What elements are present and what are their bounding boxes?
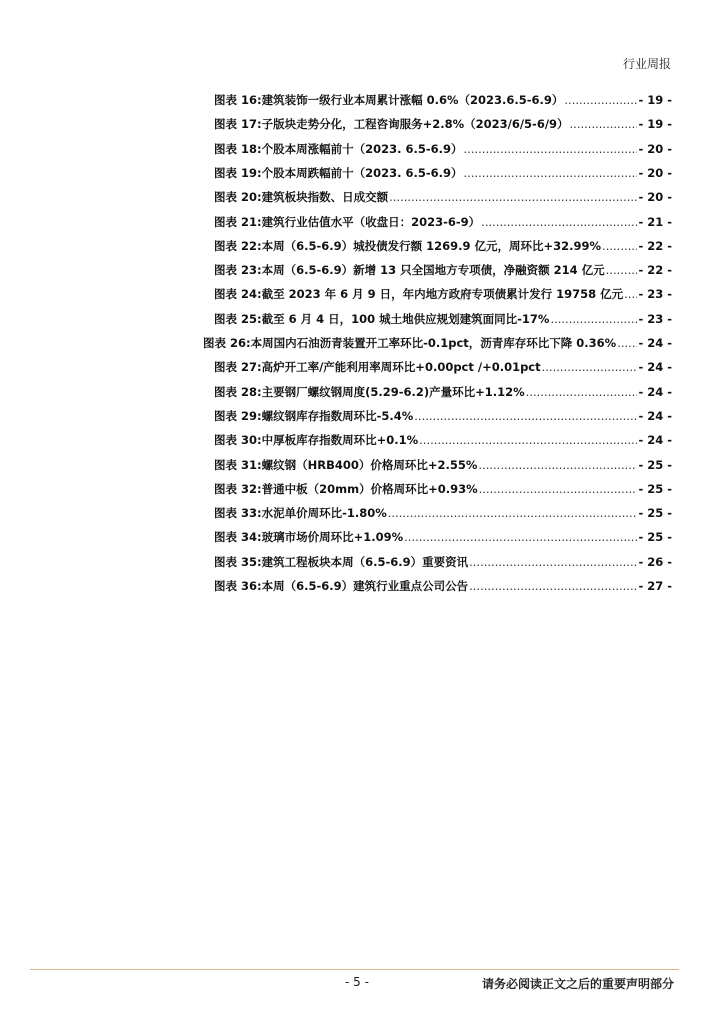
toc-entry-label: 图表 17: [214,117,262,132]
toc-entry-label: 图表 23: [214,263,262,278]
toc-entry-label: 图表 35: [214,554,262,569]
toc-entry-label: 图表 32: [214,481,262,496]
report-type-label: 行业周报 [622,57,671,71]
toc-leader-dots [479,482,638,496]
toc-entry-title: 水泥单价周环比-1.80% [261,506,387,521]
toc-entry-page: - 24 - [638,336,672,350]
toc-entry-label: 图表 22: [214,238,262,253]
toc-leader-dots [481,215,637,229]
toc-leader-dots [606,263,638,277]
toc-entry-label: 图表 24: [214,287,262,302]
toc-entry-title: 螺纹钢（HRB400）价格周环比+2.55% [261,457,478,472]
toc-entry[interactable] [214,432,672,448]
footer-divider [30,969,679,970]
toc-entry-title: 玻璃市场价周环比+1.09% [261,530,404,545]
toc-entry[interactable] [214,578,672,594]
toc-leader-dots [389,190,637,204]
toc-entry-page: - 24 - [638,433,672,448]
toc-entry-title: 建筑行业估值水平（收盘日：2023-6-9） [261,214,481,229]
toc-entry-label: 图表 16: [214,93,262,107]
toc-entry-label: 图表 18: [214,141,262,156]
toc-entry[interactable] [214,457,672,473]
toc-entry-title: 本周国内石油沥青装置开工率环比-0.1pct，沥青库存环比下降 0.36% [250,336,617,350]
toc-entry-title: 本周（6.5-6.9）建筑行业重点公司公告 [261,579,469,593]
toc-entry-label: 图表 30: [214,433,262,448]
toc-entry[interactable] [214,141,672,157]
toc-entry-label: 图表 21: [214,214,262,229]
toc-entry[interactable] [214,92,672,108]
toc-entry-title: 个股本周涨幅前十（2023. 6.5-6.9） [261,141,463,156]
toc-entry-page: - 19 - [638,93,672,107]
toc-entry-title: 截至 6 月 4 日，100 城土地供应规划建筑面同比-17% [261,311,550,326]
toc-entry-title: 螺纹钢库存指数周环比-5.4% [261,408,414,423]
toc-entry-title: 子版块走势分化，工程咨询服务+2.8%（2023/6/5-6/9） [261,117,569,132]
toc-entry-label: 图表 25: [214,311,262,326]
toc-entry[interactable] [214,505,672,521]
toc-entry-label: 图表 36: [214,579,262,593]
toc-entry-page: - 21 - [638,214,672,229]
toc-entry[interactable] [214,529,672,545]
toc-entry-label: 图表 29: [214,408,262,423]
toc-entry[interactable] [214,359,672,375]
toc-leader-dots [624,287,637,301]
toc-entry[interactable] [214,116,672,132]
toc-entry[interactable] [203,335,672,351]
toc-entry-title: 建筑板块指数、日成交额 [261,190,389,205]
toc-entry-page: - 20 - [638,165,672,180]
toc-entry-page: - 27 - [638,579,672,593]
toc-entry-page: - 22 - [638,263,672,278]
toc-entry-title: 高炉开工率/产能利用率周环比+0.00pct /+0.01pct [261,360,541,375]
toc-leader-dots [388,506,638,520]
toc-entry-title: 建筑工程板块本周（6.5-6.9）重要资讯 [261,554,469,569]
toc-entry-title: 个股本周跌幅前十（2023. 6.5-6.9） [261,165,463,180]
toc-entry-label: 图表 26: [203,336,251,350]
disclaimer-note: 请务必阅读正文之后的重要声明部分 [481,977,674,991]
page-number: - 5 - [345,975,369,989]
toc-entry-page: - 19 - [638,117,672,132]
toc-entry-title: 本周（6.5-6.9）城投债发行额 1269.9 亿元，周环比+32.99% [261,238,602,253]
toc-leader-dots [542,360,638,374]
toc-entry-page: - 22 - [638,238,672,253]
toc-entry-page: - 25 - [638,530,672,545]
toc-entry-page: - 23 - [638,287,672,302]
toc-entry[interactable] [214,384,672,400]
toc-entry-page: - 25 - [638,457,672,472]
toc-entry-title: 本周（6.5-6.9）新增 13 只全国地方专项债，净融资额 214 亿元 [261,263,605,278]
toc-leader-dots [617,336,637,350]
toc-leader-dots [404,530,637,544]
toc-entry-label: 图表 27: [214,360,262,375]
toc-entry-label: 图表 20: [214,190,262,205]
toc-entry[interactable] [214,286,672,302]
toc-entry[interactable] [214,214,672,230]
toc-entry[interactable] [214,554,672,570]
toc-leader-dots [602,239,637,253]
toc-leader-dots [414,409,637,423]
toc-entry-title: 建筑装饰一级行业本周累计涨幅 0.6%（2023.6.5-6.9） [261,93,564,107]
toc-entry-title: 主要钢厂螺纹钢周度(5.29-6.2)产量环比+1.12% [261,384,525,399]
toc-leader-dots [419,433,637,447]
toc-entry[interactable] [214,189,672,205]
toc-leader-dots [469,555,637,569]
toc-entry-page: - 25 - [638,506,672,521]
toc-entry-page: - 24 - [638,360,672,375]
toc-leader-dots [464,142,638,156]
toc-leader-dots [469,579,637,593]
toc-entry-label: 图表 33: [214,506,262,521]
toc-entry-title: 截至 2023 年 6 月 9 日，年内地方政府专项债累计发行 19758 亿元 [261,287,624,302]
toc-entry-label: 图表 31: [214,457,262,472]
toc-entry-page: - 25 - [638,481,672,496]
toc-entry-page: - 26 - [638,554,672,569]
toc-entry-label: 图表 34: [214,530,262,545]
toc-entry-page: - 20 - [638,141,672,156]
toc-leader-dots [526,385,638,399]
toc-leader-dots [550,312,637,326]
toc-entry-label: 图表 19: [214,165,262,180]
toc-entry-label: 图表 28: [214,384,262,399]
toc-entry-page: - 24 - [638,408,672,423]
toc-entry-page: - 20 - [638,190,672,205]
toc-entry[interactable] [214,165,672,181]
toc-leader-dots [570,117,638,131]
toc-leader-dots [478,458,637,472]
toc-entry-title: 中厚板库存指数周环比+0.1% [261,433,419,448]
toc-leader-dots [564,93,637,107]
toc-entry[interactable] [214,262,672,278]
toc-entry-page: - 24 - [638,384,672,399]
toc-entry[interactable] [214,481,672,497]
toc-entry[interactable] [214,238,672,254]
toc-leader-dots [464,166,638,180]
toc-entry-page: - 23 - [638,311,672,326]
toc-entry[interactable] [214,311,672,327]
toc-entry-title: 普通中板（20mm）价格周环比+0.93% [261,481,478,496]
toc-entry[interactable] [214,408,672,424]
